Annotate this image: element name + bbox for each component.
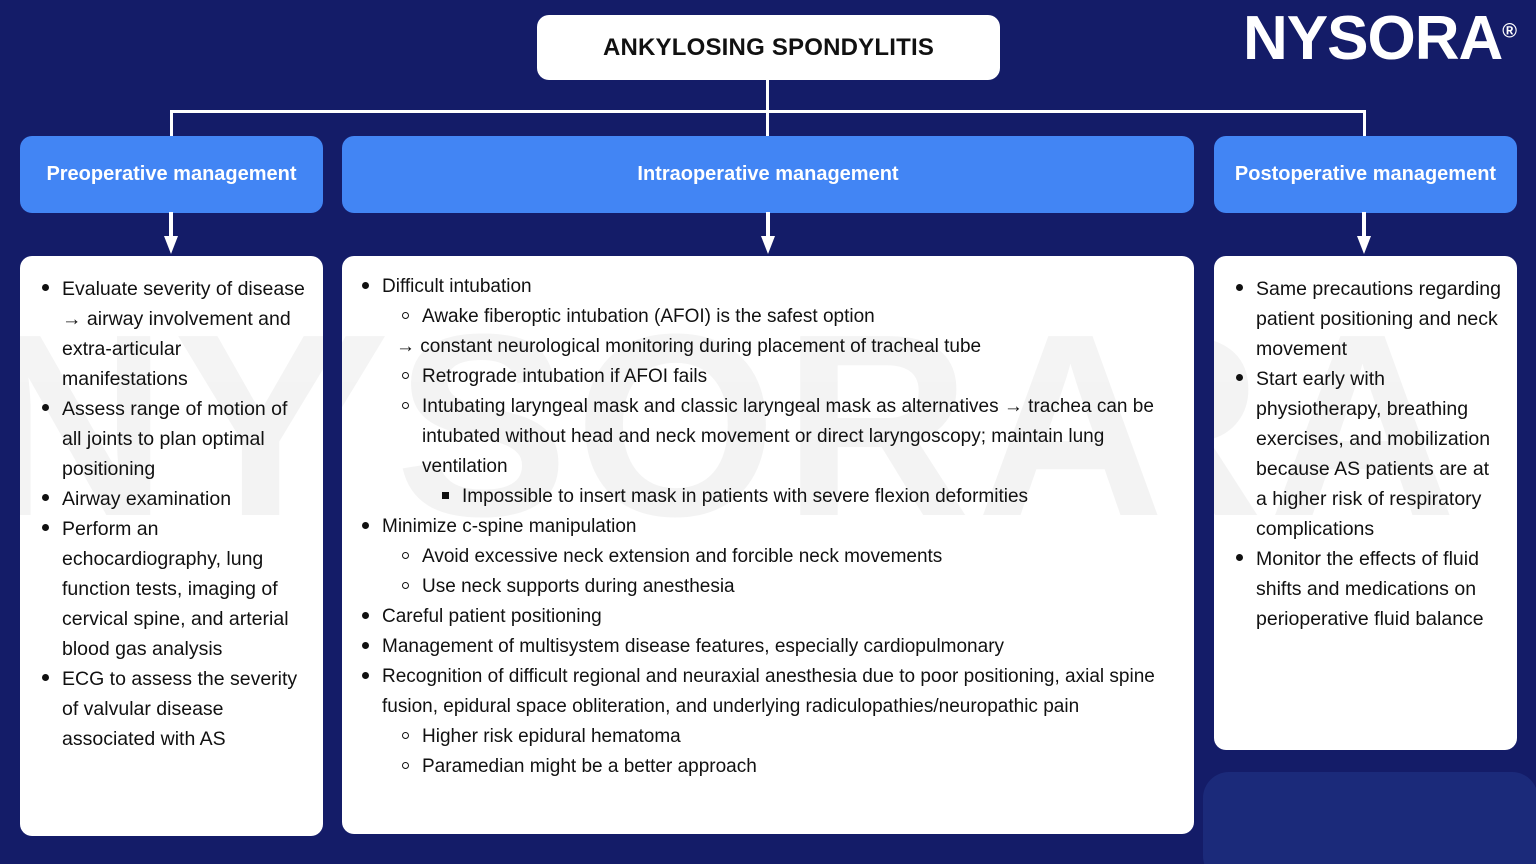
bullet-marker-icon: [1236, 374, 1243, 381]
column-header-preoperative[interactable]: [20, 136, 323, 213]
list-item-text: Higher risk epidural hematoma: [422, 726, 681, 748]
bullet-sublist: [356, 722, 1182, 782]
column-header-intraoperative[interactable]: [342, 136, 1194, 213]
list-item-text: Paramedian might be a better approach: [422, 756, 757, 778]
list-item-text: Airway examination: [62, 488, 232, 511]
list-item-text: Minimize c-spine manipulation: [382, 516, 637, 538]
column-header-label: Preoperative management: [46, 163, 297, 185]
list-item: [436, 482, 1182, 512]
list-item: [396, 302, 1182, 332]
list-item-text: Careful patient positioning: [382, 606, 602, 628]
list-item-text: Management of multisystem disease features, especially cardiopulmonary: [382, 636, 1005, 658]
nysora-logo: [1242, 4, 1516, 73]
arrow-down-icon-right: [1357, 212, 1371, 254]
bullet-marker-icon: [1236, 554, 1243, 561]
bullet-marker-icon: [362, 612, 369, 619]
page-title: ANKYLOSING SPONDYLITIS: [602, 33, 935, 61]
list-item: [396, 542, 1182, 572]
list-item: [1230, 274, 1505, 364]
list-item: [356, 512, 1182, 602]
list-item-text: Perform an echocardiography, lung function tests, imaging of cervical spine, and arterial blood gas analysis: [62, 518, 289, 661]
list-item: [1230, 544, 1505, 634]
bullet-marker-icon: [362, 282, 369, 289]
content-card-preoperative: [20, 256, 323, 836]
list-item: [36, 484, 311, 514]
bullet-list-preoperative: [20, 256, 323, 754]
bullet-marker-icon: [1236, 284, 1243, 291]
connector-drop-right: [1363, 110, 1366, 137]
bullet-list-postoperative: [1214, 256, 1517, 634]
list-item-text: Impossible to insert mask in patients with severe flexion deformities: [462, 486, 1029, 508]
list-item-text: Start early with physiotherapy, breathing exercises, and mobilization because AS patients are at a higher risk of respiratory complications: [1256, 368, 1491, 541]
column-header-label: Postoperative management: [1234, 163, 1497, 185]
bullet-sublist: [356, 542, 1182, 602]
column-header-label: Intraoperative management: [637, 163, 899, 185]
arrow-down-icon-left: [164, 212, 178, 254]
bullet-marker-icon: [362, 522, 369, 529]
list-item-text: Use neck supports during anesthesia: [422, 576, 735, 598]
bullet-marker-icon: [402, 552, 409, 559]
bullet-sublist: [356, 302, 1182, 512]
list-item: [36, 514, 311, 664]
diagram-title-box: [537, 15, 1000, 80]
list-item-text: Difficult intubation: [382, 276, 532, 297]
bullet-marker-icon: [42, 404, 49, 411]
list-item: [1230, 364, 1505, 544]
list-item-text: Recognition of difficult regional and neuraxial anesthesia due to poor positioning, axial spine fusion, epidural space obliteration, and underlying radiculopathies/neuropathic pain: [382, 666, 1155, 718]
bullet-marker-icon: [42, 284, 49, 291]
list-item-text: Awake fiberoptic intubation (AFOI) is the safest option: [422, 306, 875, 328]
bullet-marker-icon: [442, 492, 449, 499]
bullet-marker-icon: [402, 582, 409, 589]
bullet-marker-icon: [362, 672, 369, 679]
list-item-text: Assess range of motion of all joints to plan optimal positioning: [62, 398, 288, 481]
bullet-marker-icon: [402, 312, 409, 319]
bullet-sublist: [396, 482, 1182, 512]
list-item: [396, 362, 1182, 392]
list-item-text: → constant neurological monitoring during placement of tracheal tube: [396, 336, 982, 358]
connector-drop-left: [170, 110, 173, 137]
list-item-text: Intubating laryngeal mask and classic laryngeal mask as alternatives → trachea can be intubated without head and neck movement or direct laryngoscopy; maintain lung ventilation: [422, 396, 1154, 478]
list-item: [36, 664, 311, 754]
connector-stem: [766, 80, 769, 112]
connector-drop-center: [766, 110, 769, 137]
list-item: [36, 394, 311, 484]
bullet-marker-icon: [402, 372, 409, 379]
list-item-text: Retrograde intubation if AFOI fails: [422, 366, 708, 388]
list-item: [396, 392, 1182, 512]
bullet-marker-icon: [42, 674, 49, 681]
list-item: [36, 274, 311, 394]
list-item: [396, 572, 1182, 602]
bullet-marker-icon: [362, 642, 369, 649]
brand-name: NYSORA: [1242, 4, 1503, 73]
column-header-postoperative[interactable]: [1214, 136, 1517, 213]
list-item-text: Evaluate severity of disease → airway involvement and extra-articular manifestations: [62, 278, 305, 391]
list-item-text: ECG to assess the severity of valvular disease associated with AS: [62, 668, 298, 751]
list-item: [356, 632, 1182, 662]
content-card-postoperative: [1214, 256, 1517, 750]
arrow-down-icon-center: [761, 212, 775, 254]
content-card-intraoperative: [342, 256, 1194, 834]
list-item: [396, 752, 1182, 782]
list-item-text: Avoid excessive neck extension and forcible neck movements: [422, 546, 943, 568]
list-item: [356, 272, 1182, 512]
bullet-marker-icon: [402, 402, 409, 409]
bullet-list-intraoperative: [342, 256, 1194, 782]
bullet-marker-icon: [42, 494, 49, 501]
list-item: [396, 722, 1182, 752]
bullet-marker-icon: [42, 524, 49, 531]
registered-trademark-icon: ®: [1502, 20, 1516, 43]
list-item: [356, 662, 1182, 782]
list-item-text: Same precautions regarding patient positioning and neck movement: [1256, 278, 1501, 361]
bullet-marker-icon: [402, 762, 409, 769]
list-item: [356, 602, 1182, 632]
list-item: [396, 332, 1182, 362]
decorative-shape: [1203, 772, 1536, 864]
list-item-text: Monitor the effects of fluid shifts and medications on perioperative fluid balance: [1256, 548, 1484, 631]
bullet-marker-icon: [402, 732, 409, 739]
